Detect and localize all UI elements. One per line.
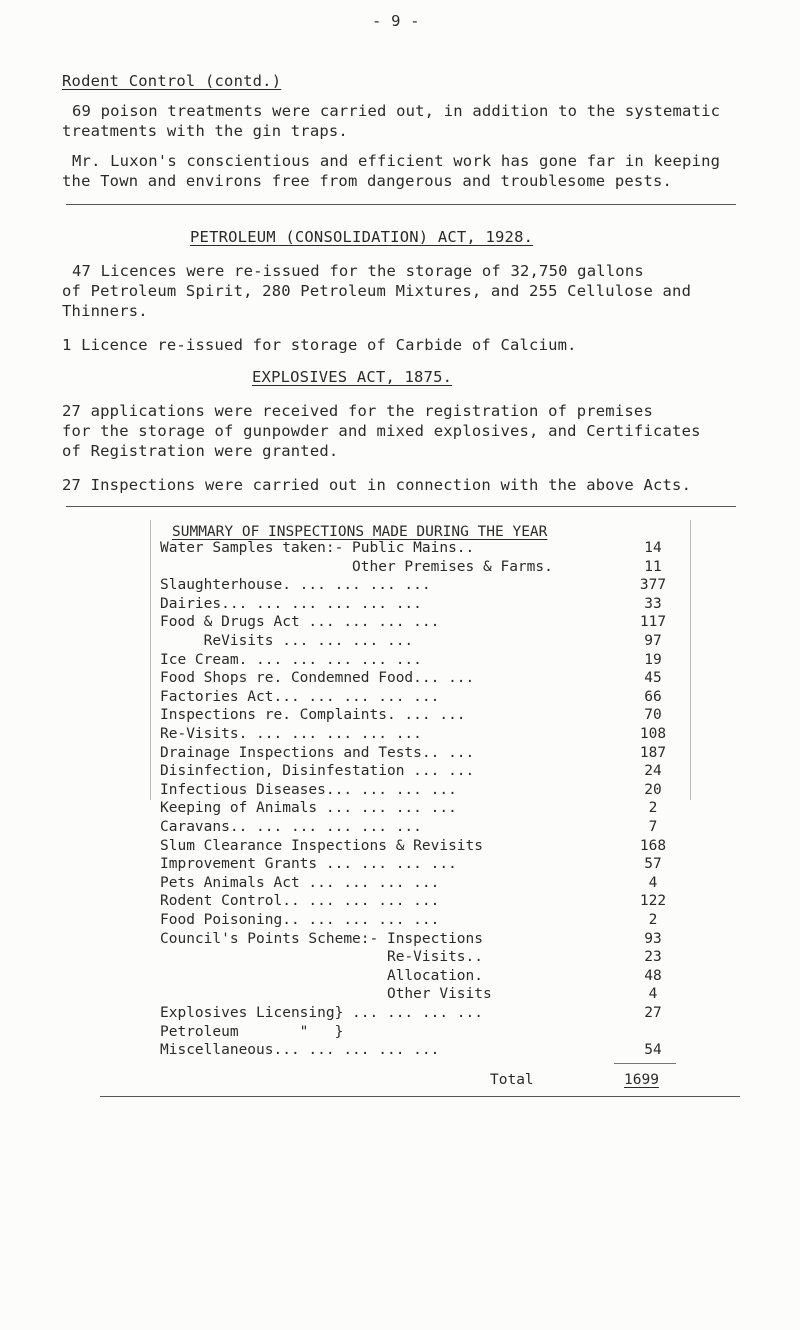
- summary-row: [160, 596, 680, 614]
- summary-row-value: 97: [644, 633, 662, 649]
- summary-row-label: Miscellaneous... ... ... ... ...: [160, 1042, 440, 1059]
- summary-row: [160, 986, 680, 1004]
- summary-row-label: Caravans.. ... ... ... ... ...: [160, 819, 422, 835]
- summary-row: [160, 763, 680, 781]
- explosives-act-heading: EXPLOSIVES ACT, 1875.: [252, 368, 453, 386]
- summary-row-value: 7: [648, 819, 658, 835]
- right-margin-line: [690, 520, 691, 800]
- summary-row-label: Slaughterhouse. ... ... ... ...: [160, 577, 431, 594]
- summary-row: [160, 633, 680, 651]
- section-divider-2: [66, 506, 736, 507]
- summary-row: [160, 1024, 680, 1042]
- summary-row-value: 4: [648, 874, 658, 891]
- summary-row-value: 70: [644, 707, 662, 724]
- summary-row-label: Inspections re. Complaints. ... ...: [160, 707, 466, 724]
- summary-row: [160, 838, 680, 856]
- summary-row-value: 33: [644, 595, 662, 612]
- summary-row: [160, 559, 680, 577]
- summary-title: SUMMARY OF INSPECTIONS MADE DURING THE YEAR: [172, 524, 548, 540]
- summary-row: [160, 875, 680, 893]
- petroleum-paragraph-2: 1 Licence re-issued for storage of Carbide of Calcium.: [62, 336, 577, 354]
- summary-row-value: 4: [648, 986, 658, 1003]
- left-margin-line: [150, 520, 151, 800]
- section-heading-rodent-control: Rodent Control (contd.): [62, 72, 282, 90]
- page-number: - 9 -: [372, 12, 420, 30]
- summary-row-value: 14: [644, 540, 662, 556]
- summary-row: [160, 819, 680, 837]
- summary-row: [160, 893, 680, 911]
- summary-row-label: Re-Visits..: [160, 949, 484, 966]
- bottom-rule: [100, 1096, 740, 1097]
- summary-row-value: 11: [644, 558, 662, 575]
- summary-row: [160, 614, 680, 632]
- summary-row-label: Re-Visits. ... ... ... ... ...: [160, 726, 422, 742]
- summary-row: [160, 577, 680, 595]
- summary-row-label: Allocation.: [160, 967, 484, 984]
- summary-row: [160, 931, 680, 949]
- summary-row: [160, 652, 680, 670]
- summary-row-label: Keeping of Animals ... ... ... ...: [160, 800, 457, 817]
- summary-row-value: 2: [648, 800, 658, 817]
- summary-row-value: 24: [644, 763, 662, 780]
- summary-row-value: 48: [644, 967, 662, 984]
- summary-row-label: Dairies... ... ... ... ... ...: [160, 595, 422, 612]
- petroleum-paragraph-1-line-2: of Petroleum Spirit, 280 Petroleum Mixtures, and 255 Cellulose and: [62, 282, 692, 300]
- section-divider: [66, 204, 736, 205]
- summary-row-value: 27: [644, 1005, 662, 1021]
- summary-row-value: 2: [648, 912, 658, 928]
- summary-row: [160, 707, 680, 725]
- summary-row: [160, 912, 680, 930]
- explosives-paragraph-2: 27 Inspections were carried out in connection with the above Acts.: [62, 476, 692, 494]
- summary-row-value: 57: [644, 856, 662, 873]
- summary-row-value: 117: [639, 614, 667, 631]
- summary-row-label: Improvement Grants ... ... ... ...: [160, 856, 457, 873]
- summary-row-value: 187: [639, 744, 667, 761]
- total-value: 1699: [624, 1072, 659, 1088]
- summary-row-label: Petroleum " }: [160, 1023, 344, 1040]
- summary-row-label: Other Visits: [160, 986, 492, 1003]
- summary-row-label: Water Samples taken:- Public Mains..: [160, 540, 475, 556]
- summary-row: [160, 726, 680, 744]
- summary-row: [160, 782, 680, 800]
- summary-row-value: 93: [644, 930, 662, 947]
- summary-row-label: Council's Points Scheme:- Inspections: [160, 930, 484, 947]
- rodent-paragraph-1-line-1: 69 poison treatments were carried out, in addition to the systematic: [72, 102, 721, 120]
- summary-row-label: Pets Animals Act ... ... ... ...: [160, 874, 440, 891]
- explosives-paragraph-1-line-3: of Registration were granted.: [62, 442, 339, 460]
- summary-row: [160, 800, 680, 818]
- explosives-paragraph-1-line-1: 27 applications were received for the registration of premises: [62, 402, 653, 420]
- summary-row-label: ReVisits ... ... ... ...: [160, 633, 414, 649]
- rodent-paragraph-1-line-2: treatments with the gin traps.: [62, 122, 348, 140]
- summary-row-label: Ice Cream. ... ... ... ... ...: [160, 651, 422, 668]
- summary-row-value: 108: [639, 726, 667, 742]
- summary-row: [160, 540, 680, 558]
- summary-row-value: 377: [639, 577, 667, 594]
- summary-row-label: Explosives Licensing} ... ... ... ...: [160, 1005, 484, 1021]
- summary-row: [160, 1042, 680, 1060]
- explosives-paragraph-1-line-2: for the storage of gunpowder and mixed explosives, and Certificates: [62, 422, 701, 440]
- summary-row-value: 23: [644, 949, 662, 966]
- summary-row-label: Other Premises & Farms.: [160, 558, 553, 575]
- petroleum-act-heading: PETROLEUM (CONSOLIDATION) ACT, 1928.: [190, 228, 534, 246]
- summary-row-label: Rodent Control.. ... ... ... ...: [160, 893, 440, 910]
- summary-row-value: 45: [644, 670, 662, 687]
- summary-row: [160, 856, 680, 874]
- summary-row-label: Factories Act... ... ... ... ...: [160, 688, 440, 705]
- summary-row-label: Food & Drugs Act ... ... ... ...: [160, 614, 440, 631]
- summary-row: [160, 670, 680, 688]
- summary-row-label: Food Shops re. Condemned Food... ...: [160, 670, 475, 687]
- total-label: Total: [490, 1072, 534, 1088]
- summary-row-value: 66: [644, 688, 662, 705]
- total-top-rule: [614, 1063, 676, 1064]
- summary-row: [160, 968, 680, 986]
- summary-row-value: 19: [644, 651, 662, 668]
- summary-row-label: Drainage Inspections and Tests.. ...: [160, 744, 475, 761]
- summary-row: [160, 745, 680, 763]
- petroleum-paragraph-1-line-1: 47 Licences were re-issued for the storage of 32,750 gallons: [72, 262, 644, 280]
- summary-row: [160, 949, 680, 967]
- petroleum-paragraph-1-line-3: Thinners.: [62, 302, 148, 320]
- summary-row-label: Food Poisoning.. ... ... ... ...: [160, 912, 440, 928]
- summary-row-label: Disinfection, Disinfestation ... ...: [160, 763, 475, 780]
- rodent-paragraph-2-line-2: the Town and environs free from dangerous and troublesome pests.: [62, 172, 673, 190]
- summary-row: [160, 1005, 680, 1023]
- summary-row-label: Slum Clearance Inspections & Revisits: [160, 837, 484, 854]
- summary-row: [160, 689, 680, 707]
- summary-row-label: Infectious Diseases... ... ... ...: [160, 781, 457, 798]
- summary-row-value: 54: [644, 1042, 662, 1059]
- rodent-paragraph-2-line-1: Mr. Luxon's conscientious and efficient work has gone far in keeping: [72, 152, 721, 170]
- summary-row-value: 122: [639, 893, 667, 910]
- summary-row-value: 168: [639, 837, 667, 854]
- summary-row-value: 20: [644, 781, 662, 798]
